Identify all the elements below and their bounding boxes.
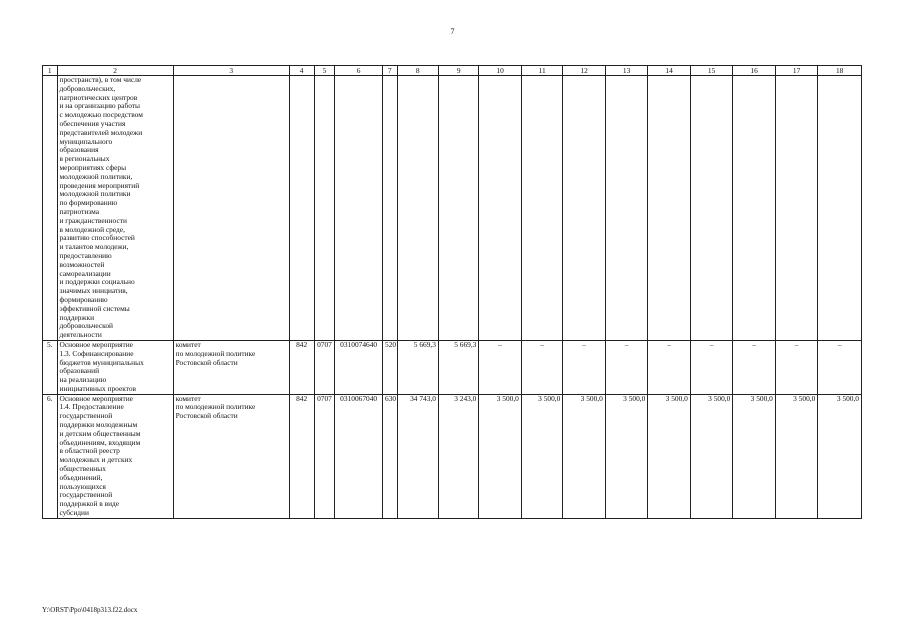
executor: комитет по молодежной политике Ростовской области <box>173 340 289 394</box>
row-number <box>43 76 58 341</box>
amount-cell: – <box>818 340 862 394</box>
budget-table <box>42 65 862 519</box>
amount-cell: 3 500,0 <box>818 394 862 518</box>
rzpr-code: 0707 <box>314 340 335 394</box>
column-header: 17 <box>775 66 818 76</box>
amount-cell: 3 500,0 <box>690 394 733 518</box>
amount-cell: – <box>733 340 776 394</box>
amount-cell: – <box>479 340 522 394</box>
vr-code: 520 <box>383 340 398 394</box>
amount-cell <box>690 76 733 341</box>
column-header: 8 <box>397 66 438 76</box>
amount-cell: 3 500,0 <box>775 394 818 518</box>
activity-name: пространств), в том числе добровольческих, патриотических центров и на организацию работы с молодежью посредством обеспечения участия представителей молодежи муниципального образования в региональных мероприятиях сферы молодежной политики, проведения мероприятий молодежной политики по формированию патриотизма и гражданственности в молодежной среде, развитию способностей и талантов молодежи, предоставлению возможностей самореализации и поддержки социально значимых инициатив, формированию эффективной системы поддержки добровольческой деятельности <box>57 76 173 341</box>
column-header: 1 <box>43 66 58 76</box>
activity-name: Основное мероприятие 1.3. Софинансирование бюджетов муниципальных образований на реализацию инициативных проектов <box>57 340 173 394</box>
activity-name: Основное мероприятие 1.4. Предоставление государственной поддержки молодежным и детским общественным объединениям, входящим в областной реестр молодежных и детских общественных объединений, пользующихся государственной поддержкой в виде субсидии <box>57 394 173 518</box>
amount-cell <box>605 76 648 341</box>
amount-cell: 5 669,3 <box>397 340 438 394</box>
column-header: 7 <box>383 66 398 76</box>
amount-cell <box>775 76 818 341</box>
amount-cell: 3 500,0 <box>521 394 562 518</box>
table-row <box>43 76 862 341</box>
amount-cell: 3 243,0 <box>438 394 478 518</box>
amount-cell: – <box>521 340 562 394</box>
executor: комитет по молодежной политике Ростовской области <box>173 394 289 518</box>
amount-cell: – <box>775 340 818 394</box>
table-row <box>43 340 862 394</box>
amount-cell: – <box>605 340 648 394</box>
amount-cell <box>479 76 522 341</box>
column-header: 6 <box>335 66 383 76</box>
amount-cell <box>438 76 478 341</box>
rzpr-code <box>314 76 335 341</box>
column-header: 13 <box>605 66 648 76</box>
amount-cell: – <box>563 340 606 394</box>
column-header: 2 <box>57 66 173 76</box>
column-header: 3 <box>173 66 289 76</box>
vr-code: 630 <box>383 394 398 518</box>
column-header: 15 <box>690 66 733 76</box>
file-path-footer: Y:\ORST\Ppo\0418p313.f22.docx <box>42 606 138 614</box>
column-header: 9 <box>438 66 478 76</box>
amount-cell: 3 500,0 <box>479 394 522 518</box>
amount-cell: 34 743,0 <box>397 394 438 518</box>
column-header: 14 <box>648 66 691 76</box>
amount-cell <box>818 76 862 341</box>
table-row <box>43 394 862 518</box>
column-header: 16 <box>733 66 776 76</box>
amount-cell: 3 500,0 <box>605 394 648 518</box>
column-header: 11 <box>521 66 562 76</box>
column-header: 5 <box>314 66 335 76</box>
column-header: 18 <box>818 66 862 76</box>
column-number-header <box>43 66 862 76</box>
amount-cell: 3 500,0 <box>648 394 691 518</box>
amount-cell: 5 669,3 <box>438 340 478 394</box>
amount-cell: – <box>648 340 691 394</box>
grbs-code: 842 <box>289 340 314 394</box>
csr-code: 0310067040 <box>335 394 383 518</box>
rzpr-code: 0707 <box>314 394 335 518</box>
row-number: 5. <box>43 340 58 394</box>
column-header: 4 <box>289 66 314 76</box>
page-number: 7 <box>450 27 455 36</box>
amount-cell <box>733 76 776 341</box>
amount-cell <box>563 76 606 341</box>
amount-cell <box>521 76 562 341</box>
amount-cell <box>648 76 691 341</box>
executor <box>173 76 289 341</box>
vr-code <box>383 76 398 341</box>
amount-cell: 3 500,0 <box>563 394 606 518</box>
grbs-code: 842 <box>289 394 314 518</box>
amount-cell: – <box>690 340 733 394</box>
grbs-code <box>289 76 314 341</box>
amount-cell: 3 500,0 <box>733 394 776 518</box>
column-header: 12 <box>563 66 606 76</box>
csr-code: 0310074640 <box>335 340 383 394</box>
row-number: 6. <box>43 394 58 518</box>
column-header: 10 <box>479 66 522 76</box>
amount-cell <box>397 76 438 341</box>
csr-code <box>335 76 383 341</box>
